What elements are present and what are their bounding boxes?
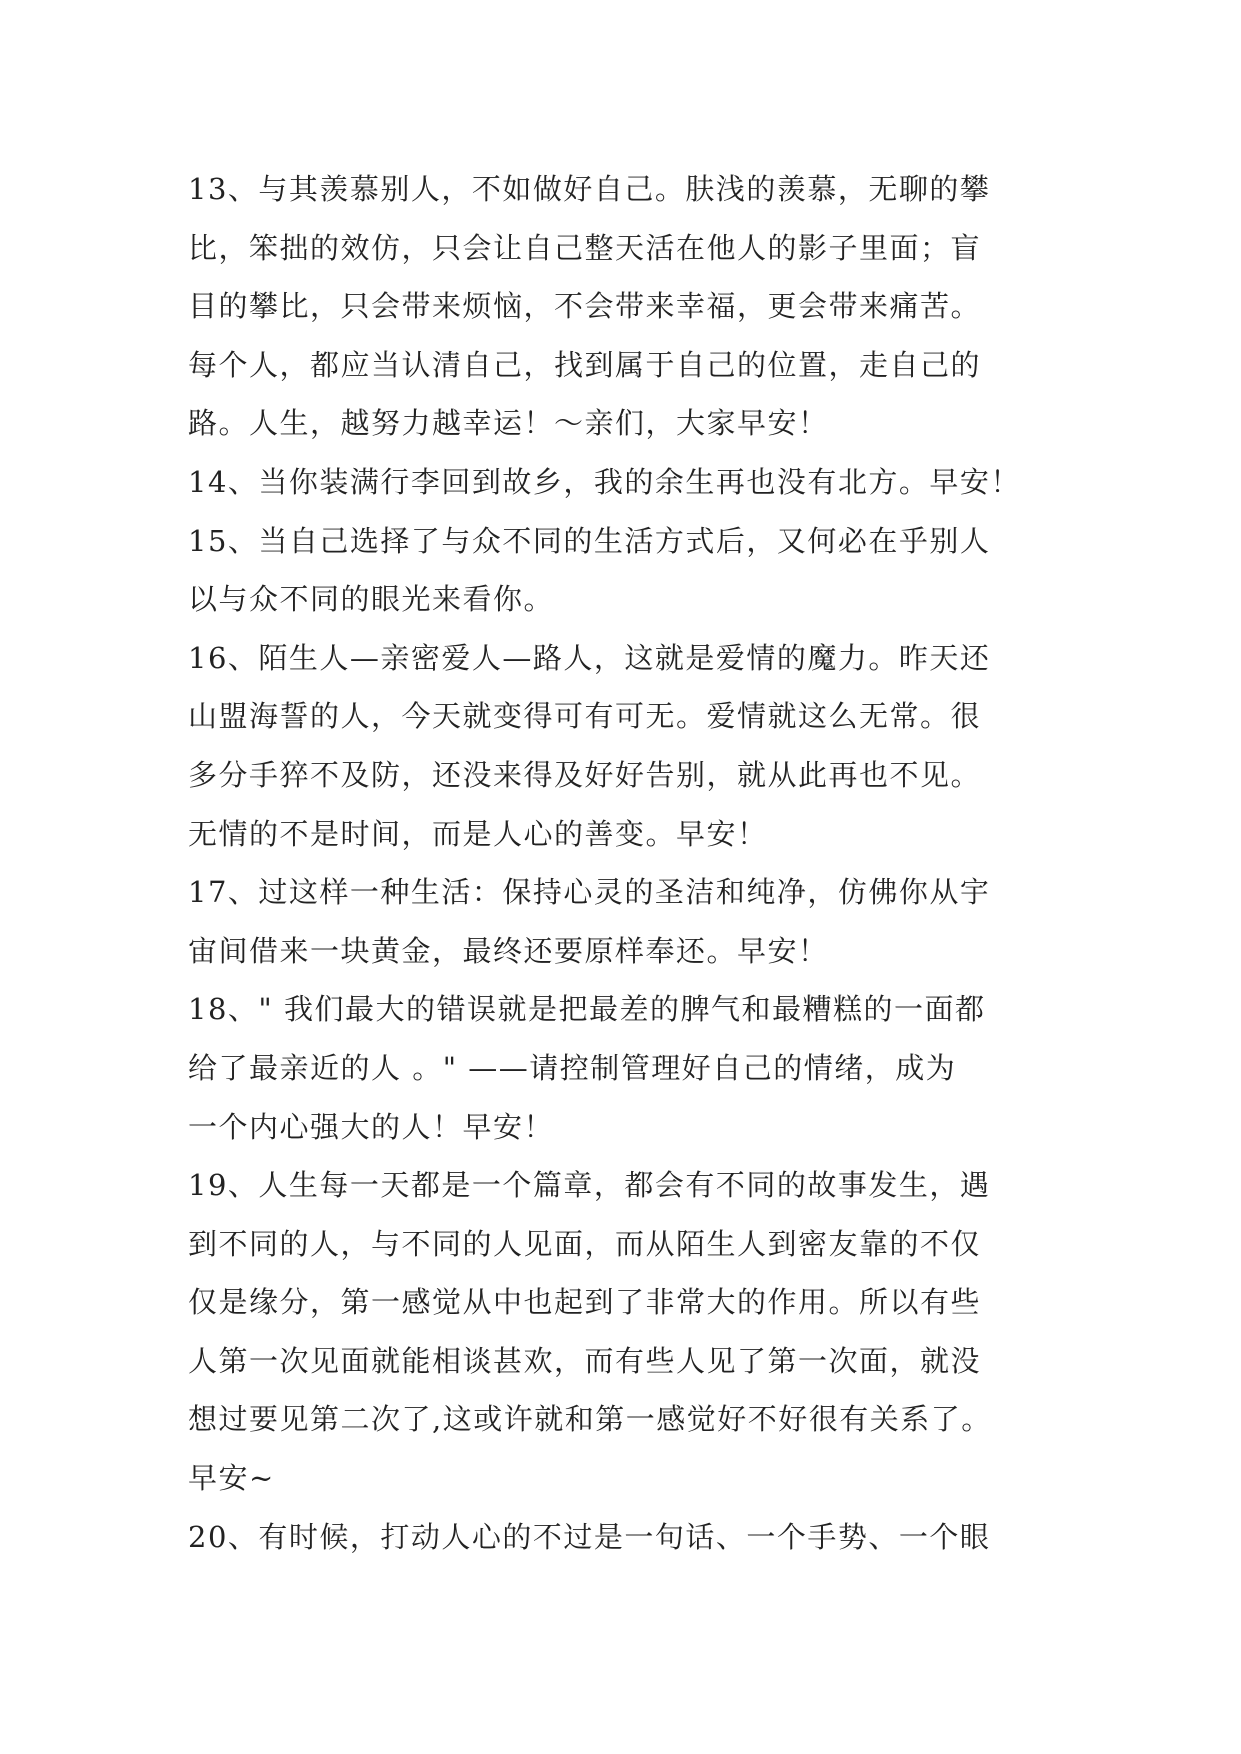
text-line: 比，笨拙的效仿，只会让自己整天活在他人的影子里面；盲 xyxy=(188,230,982,265)
text-line: 多分手猝不及防，还没来得及好好告别，就从此再也不见。 xyxy=(188,757,982,792)
text-line: 目的攀比，只会带来烦恼，不会带来幸福，更会带来痛苦。 xyxy=(188,289,982,324)
text-line: 仅是缘分，第一感觉从中也起到了非常大的作用。所以有些 xyxy=(188,1285,982,1320)
text-line: 20、有时候，打动人心的不过是一句话、一个手势、一个眼 xyxy=(188,1519,991,1554)
text-line: 19、人生每一天都是一个篇章，都会有不同的故事发生，遇 xyxy=(188,1168,991,1203)
text-line: 一个内心强大的人！早安！ xyxy=(188,1109,555,1144)
text-line: 人第一次见面就能相谈甚欢，而有些人见了第一次面，就没 xyxy=(188,1343,982,1378)
text-line: 山盟海誓的人，今天就变得可有可无。爱情就这么无常。很 xyxy=(188,699,982,734)
text-line: 早安~ xyxy=(188,1461,275,1496)
text-line: 给了最亲近的人 。" ——请控制管理好自己的情绪，成为 xyxy=(188,1050,957,1085)
text-line: 无情的不是时间，而是人心的善变。早安！ xyxy=(188,816,768,851)
text-line: 18、" 我们最大的错误就是把最差的脾气和最糟糕的一面都 xyxy=(188,992,986,1027)
text-line: 14、当你装满行李回到故乡，我的余生再也没有北方。早安！ xyxy=(188,464,1021,499)
text-line: 宙间借来一块黄金，最终还要原样奉还。早安！ xyxy=(188,933,829,968)
text-line: 17、过这样一种生活：保持心灵的圣洁和纯净，仿佛你从宇 xyxy=(188,875,991,910)
text-line: 16、陌生人—亲密爱人—路人，这就是爱情的魔力。昨天还 xyxy=(188,640,991,675)
text-line: 到不同的人，与不同的人见面，而从陌生人到密友靠的不仅 xyxy=(188,1226,982,1261)
text-line: 路。人生，越努力越幸运！～亲们，大家早安！ xyxy=(188,406,829,441)
text-line: 13、与其羡慕别人，不如做好自己。肤浅的羡慕，无聊的攀 xyxy=(188,172,991,206)
text-line: 以与众不同的眼光来看你。 xyxy=(188,582,555,617)
text-line: 每个人，都应当认清自己，找到属于自己的位置，走自己的 xyxy=(188,347,982,382)
document-body xyxy=(188,160,1068,1566)
text-line: 15、当自己选择了与众不同的生活方式后，又何必在乎别人 xyxy=(188,523,991,558)
text-line: 想过要见第二次了,这或许就和第一感觉好不好很有关系了。 xyxy=(188,1402,992,1437)
